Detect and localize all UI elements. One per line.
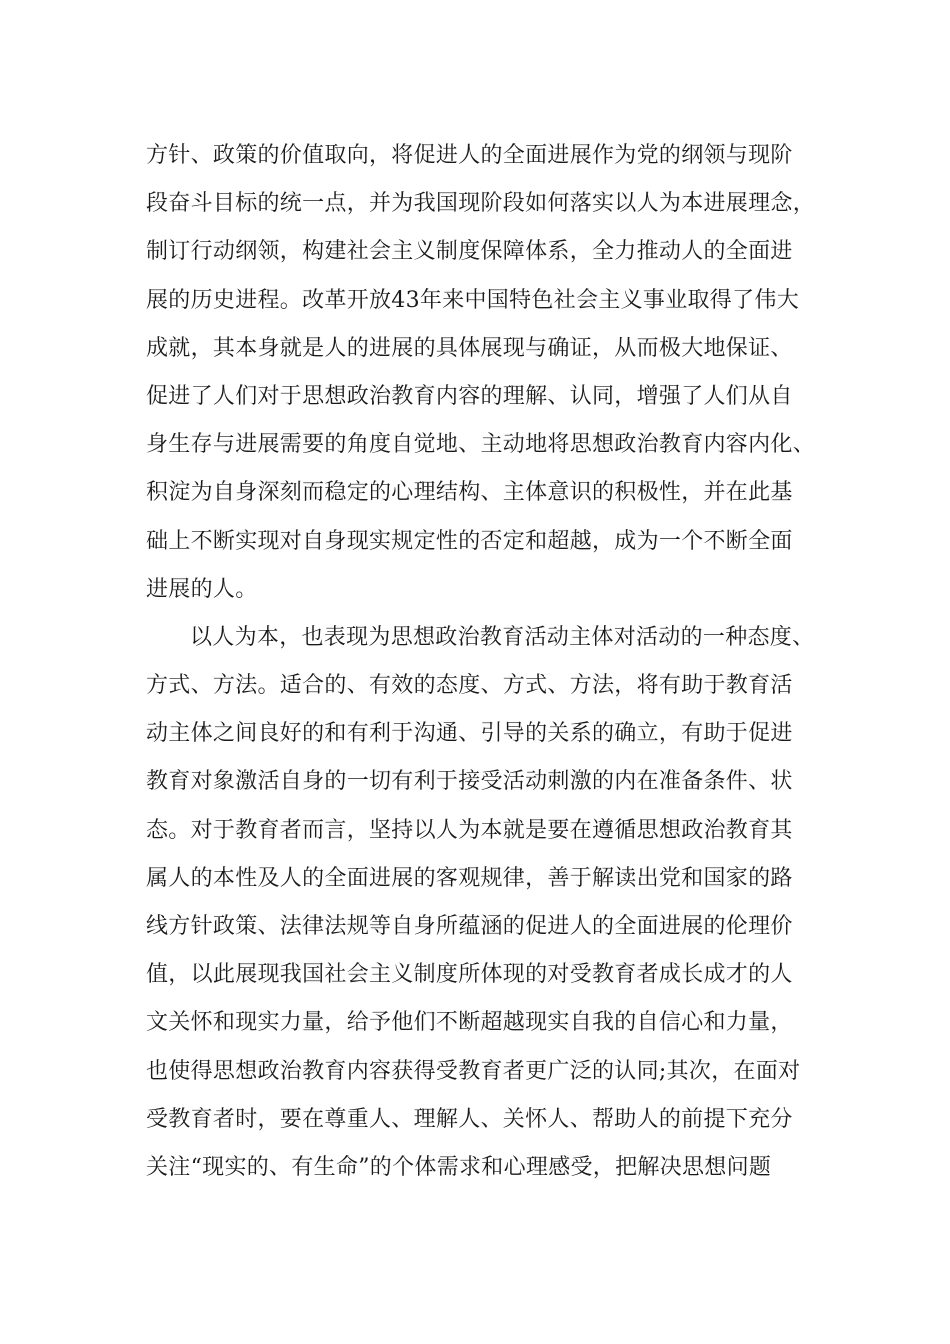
text-line: 进展的人。 <box>146 576 258 602</box>
text-line: 方针、政策的价值取向，将促进人的全面进展作为党的纲领与现阶 <box>146 143 793 168</box>
paragraph-2 <box>146 614 826 1192</box>
text-line: 方式、方法。适合的、有效的态度、方式、方法，将有助于教育活 <box>146 673 793 699</box>
text-line: 教育对象激活自身的一切有利于接受活动刺激的内在准备条件、状 <box>146 769 793 795</box>
text-line: 促进了人们对于思想政治教育内容的理解、认同，增强了人们从自 <box>146 383 793 409</box>
text-line: 线方针政策、法律法规等自身所蕴涵的促进人的全面进展的伦理价 <box>146 914 793 939</box>
text-line: 态。对于教育者而言，坚持以人为本就是要在遵循思想政治教育其 <box>146 817 793 843</box>
text-line: 展的历史进程。改革开放43年来中国特色社会主义事业取得了伟大 <box>146 287 799 313</box>
text-line: 段奋斗目标的统一点，并为我国现阶段如何落实以人为本进展理念， <box>146 191 816 217</box>
text-line: 文关怀和现实力量，给予他们不断超越现实自我的自信心和力量， <box>146 1010 793 1036</box>
text-line: 动主体之间良好的和有利于沟通、引导的关系的确立，有助于促进 <box>146 721 793 747</box>
text-line: 也使得思想政治教育内容获得受教育者更广泛的认同;其次，在面对 <box>146 1058 801 1084</box>
text-line: 属人的本性及人的全面进展的客观规律，善于解读出党和国家的路 <box>146 865 793 891</box>
text-line: 受教育者时，要在尊重人、理解人、关怀人、帮助人的前提下充分 <box>146 1106 793 1132</box>
text-line: 以人为本，也表现为思想政治教育活动主体对活动的一种态度、 <box>190 624 815 650</box>
text-line: 身生存与进展需要的角度自觉地、主动地将思想政治教育内容内化、 <box>146 432 816 458</box>
body-text <box>146 132 826 1192</box>
text-line: 制订行动纲领，构建社会主义制度保障体系，全力推动人的全面进 <box>146 239 793 265</box>
text-line: 值，以此展现我国社会主义制度所体现的对受教育者成长成才的人 <box>146 962 793 988</box>
paragraph-1 <box>146 132 826 614</box>
text-line: 成就，其本身就是人的进展的具体展现与确证，从而极大地保证、 <box>146 335 793 361</box>
text-line: 关注“现实的、有生命”的个体需求和心理感受，把解决思想问题 <box>146 1154 772 1180</box>
text-line: 积淀为自身深刻而稳定的心理结构、主体意识的积极性，并在此基 <box>146 480 793 506</box>
text-line: 础上不断实现对自身现实规定性的否定和超越，成为一个不断全面 <box>146 528 793 554</box>
